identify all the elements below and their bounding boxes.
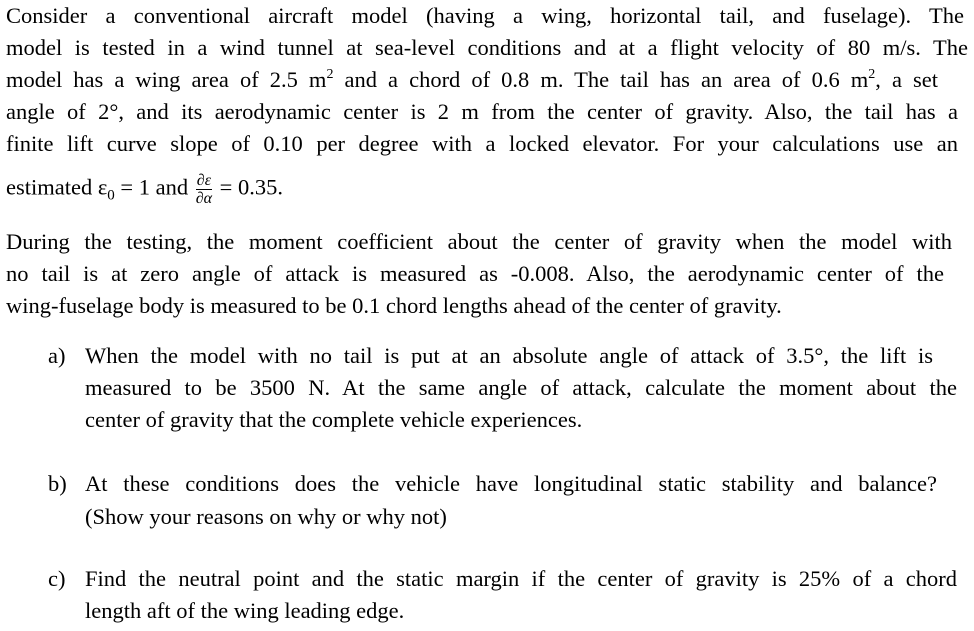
text-line: no tail is at zero angle of attack is measured as -0.008. Also, the aerodynamic center of the: [6, 261, 944, 286]
superscript: 2: [326, 67, 334, 82]
text-line: (Show your reasons on why or why not): [85, 504, 447, 529]
text-line: model is tested in a wind tunnel at sea-level conditions and at a flight velocity of 80 m/s. The: [6, 35, 968, 60]
text-line: measured to be 3500 N. At the same angle of attack, calculate the moment about the: [85, 375, 957, 400]
text-seg: model has a wing area of 2.5 m: [6, 67, 327, 92]
text-line: angle of 2°, and its aerodynamic center is 2 m from the center of gravity. Also, the tail has a: [6, 99, 958, 124]
question-label: a): [48, 343, 66, 368]
text-line: wing-fuselage body is measured to be 0.1 chord lengths ahead of the center of gravity.: [6, 293, 782, 318]
text-line: finite lift curve slope of 0.10 per degree with a locked elevator. For your calculations use an: [6, 131, 958, 156]
text-line: When the model with no tail is put at an absolute angle of attack of 3.5°, the lift is: [85, 343, 933, 368]
partial-derivative-fraction: [196, 172, 212, 207]
text-seg: = 1 and: [114, 174, 194, 200]
fraction-numerator: ∂ε: [196, 172, 211, 189]
text-line: [6, 66, 938, 94]
text-line: Find the neutral point and the static margin if the center of gravity is 25% of a chord: [85, 566, 957, 591]
text-line: Consider a conventional aircraft model (having a wing, horizontal tail, and fuselage). The: [6, 3, 964, 28]
text-line: At these conditions does the vehicle have longitudinal static stability and balance?: [85, 471, 937, 496]
subscript: 0: [107, 187, 115, 204]
text-line: During the testing, the moment coefficient about the center of gravity when the model with: [6, 229, 952, 254]
text-line: length aft of the wing leading edge.: [85, 598, 405, 623]
superscript: 2: [868, 67, 876, 82]
question-label: c): [48, 566, 66, 591]
text-line: center of gravity that the complete vehicle experiences.: [85, 407, 583, 432]
formula-line: [6, 172, 283, 210]
fraction-denominator: ∂α: [195, 190, 213, 207]
text-seg: and a chord of 0.8 m. The tail has an area of 0.6 m: [333, 67, 869, 92]
question-label: b): [48, 471, 67, 496]
text-seg: = 0.35.: [214, 174, 283, 200]
text-seg: estimated ε: [6, 174, 108, 200]
text-seg: , a set: [875, 67, 938, 92]
